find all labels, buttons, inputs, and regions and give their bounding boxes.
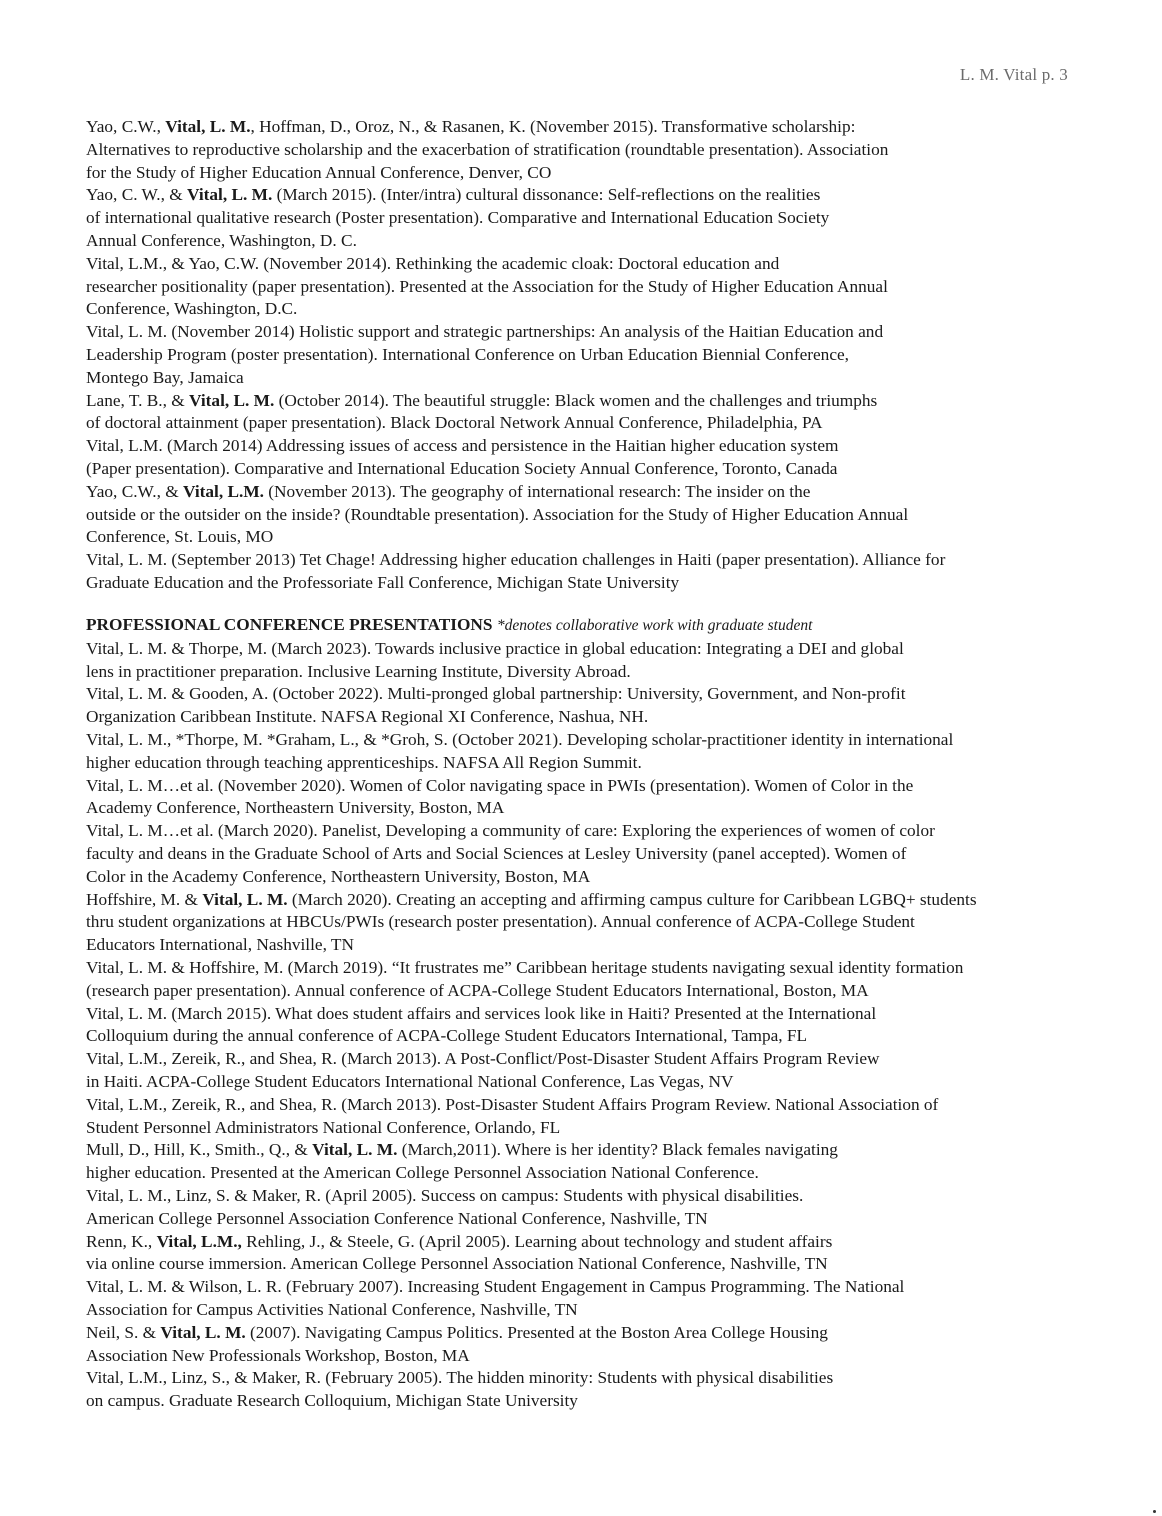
citation-entry (86, 481, 1126, 549)
section-title: PROFESSIONAL CONFERENCE PRESENTATIONS (86, 615, 493, 634)
citation-line: Montego Bay, Jamaica (86, 367, 244, 387)
citation-line: American College Personnel Association Conference National Conference, Nashville, TN (86, 1208, 708, 1228)
citation-line: via online course immersion. American College Personnel Association National Conference, Nashville, TN (86, 1254, 828, 1274)
author-highlight: Vital, L.M. (183, 481, 264, 501)
citation-line: Vital, L.M. (March 2014) Addressing issues of access and persistence in the Haitian higher education system (86, 436, 839, 456)
citation-line: Neil, S. & Vital, L. M. (2007). Navigating Campus Politics. Presented at the Boston Area College Housing (86, 1322, 828, 1342)
citation-line: Vital, L. M…et al. (November 2020). Women of Color navigating space in PWIs (presentation). Women of Color in the (86, 775, 914, 795)
citation-line: Lane, T. B., & Vital, L. M. (October 2014). The beautiful struggle: Black women and the challenges and triumphs (86, 390, 878, 410)
professional-presentations-list (86, 638, 1126, 1413)
citation-line: Vital, L. M., *Thorpe, M. *Graham, L., & *Groh, S. (October 2021). Developing scholar-practitioner identity in international (86, 729, 954, 749)
research-presentations-list (86, 116, 1126, 595)
author-highlight: Vital, L. M. (187, 185, 273, 205)
author-highlight: Vital, L. M. (189, 390, 275, 410)
citation-line: Vital, L. M. & Wilson, L. R. (February 2007). Increasing Student Engagement in Campus Programming. The National (86, 1277, 905, 1297)
citation-line: thru student organizations at HBCUs/PWIs (research poster presentation). Annual conference of ACPA-College Student (86, 912, 915, 932)
citation-line: Vital, L. M. & Hoffshire, M. (March 2019). “It frustrates me” Caribbean heritage students navigating sexual identity formation (86, 957, 964, 977)
citation-line: Vital, L. M. (March 2015). What does student affairs and services look like in Haiti? Presented at the International (86, 1003, 877, 1023)
citation-line: faculty and deans in the Graduate School of Arts and Social Sciences at Lesley University (panel accepted). Women of (86, 843, 907, 863)
citation-line: Renn, K., Vital, L.M., Rehling, J., & Steele, G. (April 2005). Learning about technology and student affairs (86, 1231, 833, 1251)
citation-entry (86, 889, 1126, 957)
citation-line: Vital, L. M. & Gooden, A. (October 2022). Multi-pronged global partnership: University, Government, and Non-profit (86, 684, 906, 704)
citation-line: Vital, L.M., Zereik, R., and Shea, R. (March 2013). Post-Disaster Student Affairs Program Review. National Association of (86, 1094, 939, 1114)
citation-line: Vital, L. M. & Thorpe, M. (March 2023). Towards inclusive practice in global education: Integrating a DEI and global (86, 638, 904, 658)
citation-entry (86, 1094, 1126, 1140)
citation-line: of international qualitative research (Poster presentation). Comparative and International Education Society (86, 208, 830, 228)
running-head: L. M. Vital p. 3 (959, 65, 1068, 84)
citation-line: Association for Campus Activities National Conference, Nashville, TN (86, 1299, 578, 1319)
citation-entry (86, 1139, 1126, 1185)
citation-line: Graduate Education and the Professoriate Fall Conference, Michigan State University (86, 572, 680, 592)
citation-line: Vital, L. M. (September 2013) Tet Chage! Addressing higher education challenges in Haiti (paper presentation). Alliance for (86, 550, 946, 570)
citation-line: outside or the outsider on the inside? (Roundtable presentation). Association for the Study of Higher Education Annual (86, 504, 909, 524)
citation-entry (86, 957, 1126, 1003)
citation-line: Vital, L.M., Zereik, R., and Shea, R. (March 2013). A Post-Conflict/Post-Disaster Student Affairs Program Review (86, 1049, 880, 1069)
section-note: *denotes collaborative work with graduate student (496, 617, 813, 634)
citation-line: Colloquium during the annual conference of ACPA-College Student Educators International, Tampa, FL (86, 1026, 808, 1046)
citation-line: in Haiti. ACPA-College Student Educators International National Conference, Las Vegas, NV (86, 1071, 734, 1091)
author-highlight: Vital, L. M. (202, 889, 288, 909)
citation-entry (86, 1231, 1126, 1277)
citation-line: higher education through teaching apprenticeships. NAFSA All Region Summit. (86, 752, 642, 772)
citation-line: for the Study of Higher Education Annual Conference, Denver, CO (86, 162, 552, 182)
citation-entry (86, 638, 1126, 684)
citation-entry (86, 321, 1126, 389)
citation-line: (research paper presentation). Annual conference of ACPA-College Student Educators International, Boston, MA (86, 980, 869, 1000)
citation-entry (86, 390, 1126, 436)
citation-entry (86, 116, 1126, 184)
scan-mark (1153, 1510, 1156, 1513)
citation-line: Vital, L. M., Linz, S. & Maker, R. (April 2005). Success on campus: Students with physical disabilities. (86, 1185, 804, 1205)
citation-line: Leadership Program (poster presentation). International Conference on Urban Education Biennial Conference, (86, 344, 849, 364)
citation-line: Conference, St. Louis, MO (86, 527, 274, 547)
author-highlight: Vital, L. M. (312, 1140, 398, 1160)
citation-line: (Paper presentation). Comparative and International Education Society Annual Conference, Toronto, Canada (86, 458, 838, 478)
citation-line: Organization Caribbean Institute. NAFSA Regional XI Conference, Nashua, NH. (86, 707, 649, 727)
citation-entry (86, 729, 1126, 775)
citation-line: Annual Conference, Washington, D. C. (86, 230, 357, 250)
citation-entry (86, 1003, 1126, 1049)
author-highlight: Vital, L. M. (160, 1322, 246, 1342)
citation-entry (86, 1322, 1126, 1368)
citation-entry (86, 1185, 1126, 1231)
section-heading (86, 614, 1126, 638)
citation-entry (86, 775, 1126, 821)
author-highlight: Vital, L. M. (165, 117, 251, 136)
citation-line: lens in practitioner preparation. Inclusive Learning Institute, Diversity Abroad. (86, 661, 631, 681)
citation-line: Yao, C.W., & Vital, L.M. (November 2013). The geography of international research: The insider on the (86, 481, 811, 501)
citation-line: higher education. Presented at the American College Personnel Association National Conference. (86, 1163, 759, 1183)
citation-entry (86, 253, 1126, 321)
citation-line: Vital, L. M…et al. (March 2020). Panelist, Developing a community of care: Exploring the experiences of women of color (86, 821, 935, 841)
citation-entry (86, 184, 1126, 252)
citation-line: of doctoral attainment (paper presentation). Black Doctoral Network Annual Conference, Philadelphia, PA (86, 413, 823, 433)
citation-entry (86, 1048, 1126, 1094)
citation-line: Yao, C. W., & Vital, L. M. (March 2015). (Inter/intra) cultural dissonance: Self-reflections on the realities (86, 185, 821, 205)
citation-entry (86, 820, 1126, 888)
citation-line: Color in the Academy Conference, Northeastern University, Boston, MA (86, 866, 591, 886)
citation-entry (86, 683, 1126, 729)
citation-line: Vital, L.M., Linz, S., & Maker, R. (February 2005). The hidden minority: Students with physical disabilities (86, 1368, 834, 1388)
citation-entry (86, 549, 1126, 595)
citation-line: Student Personnel Administrators National Conference, Orlando, FL (86, 1117, 561, 1137)
citation-entry (86, 1276, 1126, 1322)
citation-line: Mull, D., Hill, K., Smith., Q., & Vital, L. M. (March,2011). Where is her identity? Black females navigating (86, 1140, 838, 1160)
citation-line: on campus. Graduate Research Colloquium, Michigan State University (86, 1391, 578, 1411)
citation-line: Hoffshire, M. & Vital, L. M. (March 2020). Creating an accepting and affirming campus culture for Caribbean LGBQ+ students (86, 889, 977, 909)
citation-line: Vital, L.M., & Yao, C.W. (November 2014). Rethinking the academic cloak: Doctoral education and (86, 253, 780, 273)
citation-line: Association New Professionals Workshop, Boston, MA (86, 1345, 470, 1365)
citation-line: researcher positionality (paper presentation). Presented at the Association for the Study of Higher Education Annual (86, 276, 888, 296)
citation-line: Alternatives to reproductive scholarship and the exacerbation of stratification (roundtable presentation). Association (86, 139, 889, 159)
professional-presentations-section (86, 614, 1126, 1413)
citation-entry (86, 1367, 1126, 1413)
citation-line: Conference, Washington, D.C. (86, 299, 298, 319)
citation-line: Vital, L. M. (November 2014) Holistic support and strategic partnerships: An analysis of the Haitian Education and (86, 322, 884, 342)
author-highlight: Vital, L.M., (156, 1231, 242, 1251)
citation-line: Educators International, Nashville, TN (86, 935, 354, 955)
citation-line: Academy Conference, Northeastern University, Boston, MA (86, 798, 505, 818)
citation-line: Yao, C.W., Vital, L. M., Hoffman, D., Oroz, N., & Rasanen, K. (November 2015). Transformative scholarship: (86, 117, 856, 136)
citation-entry (86, 435, 1126, 481)
